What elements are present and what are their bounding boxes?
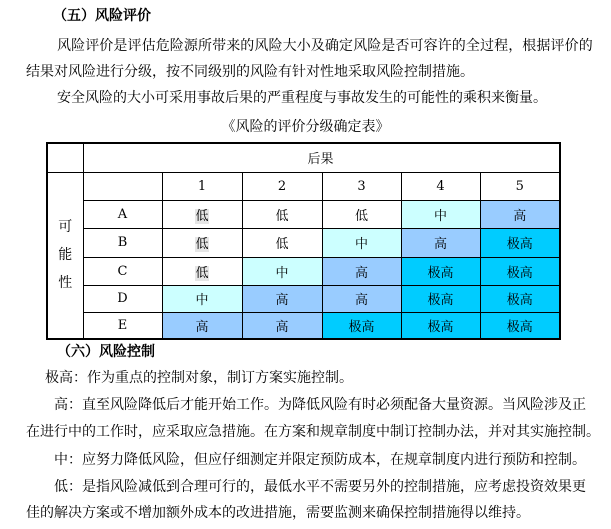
section-6-heading: （六）风险控制 (57, 344, 155, 360)
risk-cell: 极高 (401, 312, 480, 339)
paragraph-2: 安全风险的大小可采用事故后果的严重程度与事故发生的可能性的乘积来衡量。 (57, 90, 547, 106)
likelihood-char: 性 (58, 275, 73, 292)
risk-cell: 高 (242, 285, 322, 312)
risk-cell: 中 (162, 285, 242, 312)
risk-cell: 高 (322, 285, 401, 312)
control-high-line-1: 高：直至风险降低后才能开始工作。为降低风险有时必须配备大量资源。当风险涉及正 (54, 397, 586, 413)
control-medium: 中：应努力降低风险，但应仔细测定并限定预防成本，在规章制度内进行预防和控制。 (54, 452, 586, 468)
control-extreme-high: 极高：作为重点的控制对象，制订方案实施控制。 (45, 370, 353, 386)
risk-cell: 低 (242, 200, 322, 228)
risk-cell: 中 (401, 200, 480, 228)
column-header: 1 (162, 172, 242, 200)
risk-matrix-table (46, 142, 561, 340)
risk-cell: 低 (242, 228, 322, 257)
risk-cell: 极高 (401, 257, 480, 285)
row-label: D (83, 285, 162, 312)
column-header: 4 (401, 172, 480, 200)
risk-cell: 中 (322, 228, 401, 257)
table-row (47, 228, 560, 257)
risk-cell: 极高 (401, 285, 480, 312)
row-label: C (83, 257, 162, 285)
likelihood-header (47, 172, 83, 339)
risk-cell: 极高 (480, 285, 560, 312)
risk-cell: 极高 (480, 257, 560, 285)
risk-cell: 极高 (480, 312, 560, 339)
risk-cell: 低 (162, 228, 242, 257)
paragraph-1-line-2: 结果对风险进行分级，按不同级别的风险有针对性地采取风险控制措施。 (26, 64, 474, 80)
table-row (47, 200, 560, 228)
risk-cell: 极高 (480, 228, 560, 257)
likelihood-char: 可 (58, 219, 73, 236)
risk-cell: 高 (401, 228, 480, 257)
column-header: 3 (322, 172, 401, 200)
column-header: 5 (480, 172, 560, 200)
section-5-heading: （五）风险评价 (53, 8, 151, 24)
row-label: E (83, 312, 162, 339)
risk-cell: 低 (322, 200, 401, 228)
row-label: B (83, 228, 162, 257)
table-row (47, 285, 560, 312)
row-label: A (83, 200, 162, 228)
risk-cell: 高 (480, 200, 560, 228)
risk-cell: 低 (162, 257, 242, 285)
table-row (47, 257, 560, 285)
control-low-line-1: 低：是指风险减低到合理可行的，最低水平不需要另外的控制措施，应考虑投资效果更 (54, 479, 586, 495)
table-caption: 《风险的评价分级确定表》 (221, 119, 390, 135)
column-header: 2 (242, 172, 322, 200)
risk-cell: 高 (322, 257, 401, 285)
risk-cell: 低 (162, 200, 242, 228)
likelihood-char: 能 (58, 247, 73, 264)
risk-cell: 高 (162, 312, 242, 339)
risk-cell: 中 (242, 257, 322, 285)
table-row (47, 312, 560, 339)
corner-cell (47, 143, 83, 172)
risk-cell: 高 (242, 312, 322, 339)
control-low-line-2: 佳的解决方案或不增加额外成本的改进措施，需要监测来确保控制措施得以维持。 (26, 505, 530, 521)
paragraph-1-line-1: 风险评价是评估危险源所带来的风险大小及确定风险是否可容许的全过程，根据评价的 (57, 38, 593, 54)
risk-cell: 极高 (322, 312, 401, 339)
consequence-header: 后果 (83, 143, 560, 172)
blank-cell (83, 172, 162, 200)
control-high-line-2: 在进行中的工作时，应采取应急措施。在方案和规章制度中制订控制办法，并对其实施控制。 (26, 424, 600, 440)
